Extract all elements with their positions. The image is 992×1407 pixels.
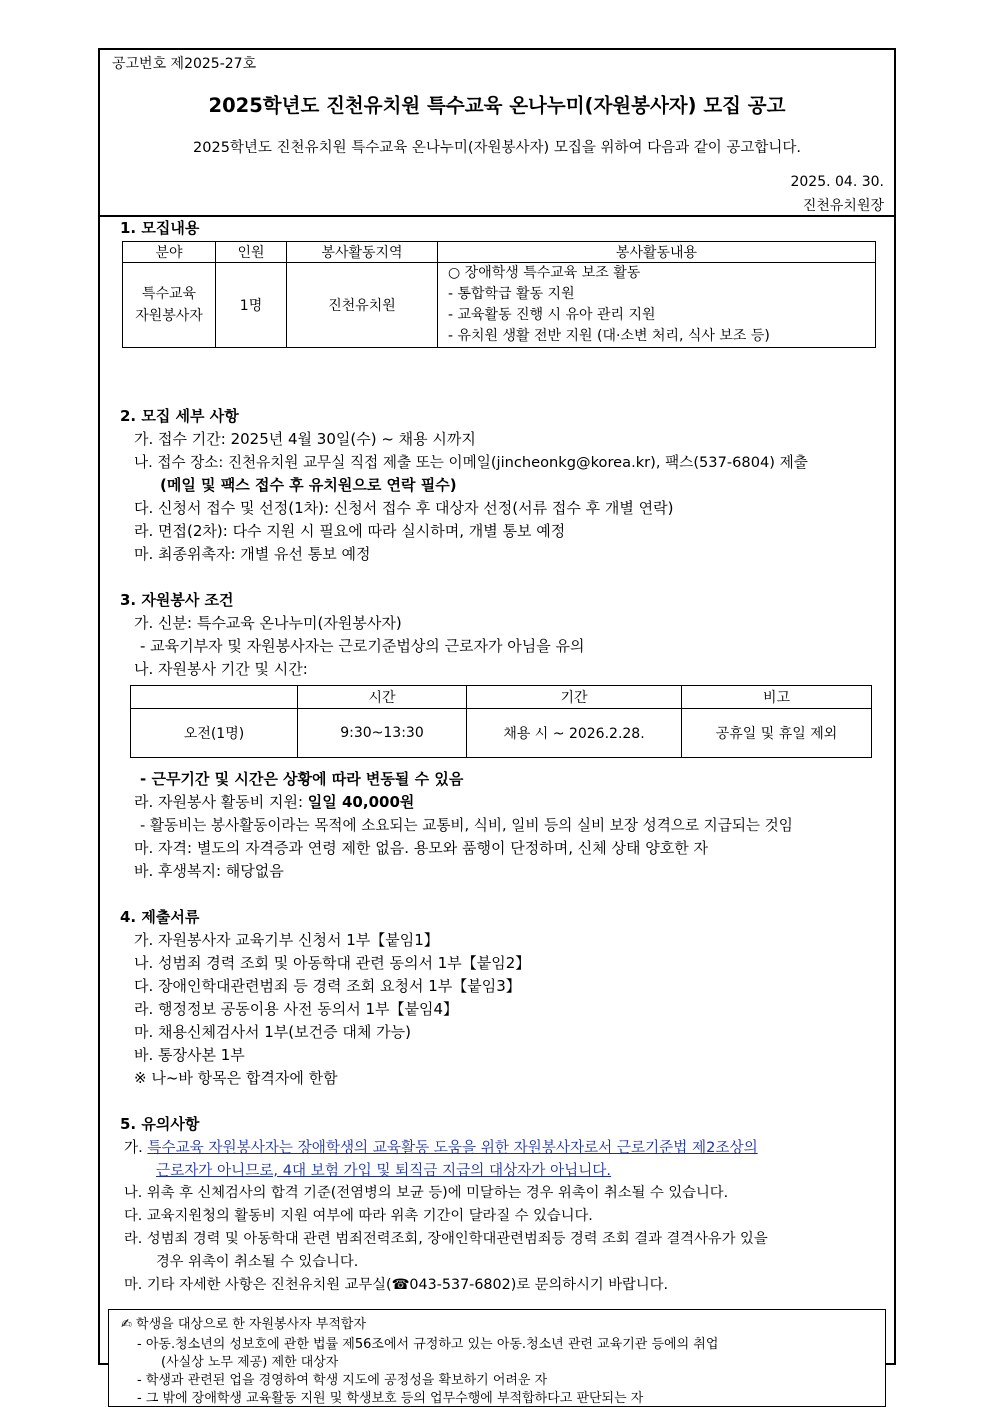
schedule-shift: 오전(1명) bbox=[131, 709, 298, 758]
notice-date: 2025. 04. 30. bbox=[790, 174, 884, 190]
caution-item-cont: 경우 위촉이 취소될 수 있습니다. bbox=[156, 1254, 359, 1270]
doc-item: 가. 자원봉사자 교육기부 신청서 1부【붙임1】 bbox=[134, 931, 439, 949]
notice-number: 공고번호 제2025-27호 bbox=[112, 56, 257, 72]
schedule-note: 공휴일 및 휴일 제외 bbox=[682, 709, 872, 758]
pay-label: 라. 자원봉사 활동비 지원: bbox=[134, 793, 308, 811]
activity-item: ○ 장애학생 특수교육 보조 활동 bbox=[448, 265, 641, 281]
ineligible-item-cont: (사실상 노무 제공) 제한 대상자 bbox=[161, 1355, 339, 1370]
schedule-table bbox=[130, 685, 872, 758]
doc-item: 마. 채용신체검사서 1부(보건증 대체 가능) bbox=[134, 1023, 411, 1041]
caution-item: 라. 성범죄 경력 및 아동학대 관련 범죄전력조회, 장애인학대관련범죄등 경력 조회 결과 결격사유가 있을 bbox=[124, 1231, 768, 1247]
pay-line bbox=[134, 791, 414, 812]
period-label: 나. 자원봉사 기간 및 시간: bbox=[134, 660, 308, 678]
recruit-interview: 라. 면접(2차): 다수 지원 시 필요에 따라 실시하며, 개별 통보 예정 bbox=[134, 522, 566, 540]
doc-item: 바. 통장사본 1부 bbox=[134, 1046, 245, 1064]
col-area: 봉사활동지역 bbox=[287, 242, 438, 263]
caution-ga bbox=[124, 1136, 758, 1157]
caution-item: 마. 기타 자세한 사항은 진천유치원 교무실(☎043-537-6802)로 문의하시기 바랍니다. bbox=[124, 1277, 669, 1293]
notice-frame bbox=[98, 48, 896, 1406]
pay-note: - 활동비는 봉사활동이라는 목적에 소요되는 교통비, 식비, 일비 등의 실비 보장 성격으로 지급되는 것임 bbox=[140, 817, 793, 834]
recruit-final: 마. 최종위촉자: 개별 유선 통보 예정 bbox=[134, 545, 371, 563]
volunteer-status-note: - 교육기부자 및 자원봉사자는 근로기준법상의 근로자가 아님을 유의 bbox=[140, 637, 585, 655]
caution-ga-cont bbox=[156, 1159, 611, 1180]
qualification: 마. 자격: 별도의 자격증과 연령 제한 없음. 용모와 품행이 단정하며, 신체 상태 양호한 자 bbox=[134, 839, 709, 857]
cell-activities bbox=[438, 263, 876, 348]
issuer: 진천유치원장 bbox=[802, 198, 884, 214]
section4-heading: 4. 제출서류 bbox=[120, 908, 200, 926]
page-title: 2025학년도 진천유치원 특수교육 온나누미(자원봉사자) 모집 공고 bbox=[208, 94, 786, 117]
schedule-col-time: 시간 bbox=[298, 686, 467, 709]
doc-item: 다. 장애인학대관련범죄 등 경력 조회 요청서 1부【붙임3】 bbox=[134, 977, 521, 995]
col-field: 분야 bbox=[123, 242, 216, 263]
cell-area: 진천유치원 bbox=[287, 263, 438, 348]
doc-item: 라. 행정정보 공동이용 사전 동의서 1부【붙임4】 bbox=[134, 1000, 459, 1018]
caution-item: 다. 교육지원청의 활동비 지원 여부에 따라 위촉 기간이 달라질 수 있습니다. bbox=[124, 1208, 593, 1224]
volunteer-status: 가. 신분: 특수교육 온나누미(자원봉사자) bbox=[134, 614, 402, 632]
doc-note: ※ 나~바 항목은 합격자에 한함 bbox=[134, 1069, 338, 1087]
recruit-table bbox=[122, 241, 876, 348]
field-line2: 자원봉사자 bbox=[135, 308, 203, 324]
caution-ga-prefix: 가. bbox=[124, 1139, 148, 1156]
ineligible-box bbox=[108, 1309, 886, 1407]
schedule-time: 9:30~13:30 bbox=[298, 709, 467, 758]
cell-count: 1명 bbox=[216, 263, 287, 348]
recruit-selection: 다. 신청서 접수 및 선정(1차): 신청서 접수 후 대상자 선정(서류 접수 후 개별 연락) bbox=[134, 499, 674, 517]
intro-text: 2025학년도 진천유치원 특수교육 온나누미(자원봉사자) 모집을 위하여 다음과 같이 공고합니다. bbox=[193, 140, 801, 156]
section5-heading: 5. 유의사항 bbox=[120, 1115, 200, 1133]
doc-item: 나. 성범죄 경력 조회 및 아동학대 관련 동의서 1부【붙임2】 bbox=[134, 954, 531, 972]
header-divider bbox=[100, 215, 894, 217]
cell-field bbox=[123, 263, 216, 348]
section3-heading: 3. 자원봉사 조건 bbox=[120, 591, 234, 609]
col-activity: 봉사활동내용 bbox=[438, 242, 876, 263]
recruit-period: 가. 접수 기간: 2025년 4월 30일(수) ~ 채용 시까지 bbox=[134, 430, 476, 448]
activity-item: - 유치원 생활 전반 지원 (대·소변 처리, 식사 보조 등) bbox=[448, 328, 770, 344]
section2-heading: 2. 모집 세부 사항 bbox=[120, 407, 239, 425]
section1-heading: 1. 모집내용 bbox=[120, 219, 200, 237]
schedule-col-note: 비고 bbox=[682, 686, 872, 709]
schedule-period: 채용 시 ~ 2026.2.28. bbox=[467, 709, 682, 758]
welfare: 바. 후생복지: 해당없음 bbox=[134, 862, 284, 880]
activity-item: - 교육활동 진행 시 유아 관리 지원 bbox=[448, 307, 656, 323]
schedule-col-period: 기간 bbox=[467, 686, 682, 709]
schedule-col-blank bbox=[131, 686, 298, 709]
recruit-place-note: (메일 및 팩스 접수 후 유치원으로 연락 필수) bbox=[160, 476, 457, 494]
caution-ga-line2: 근로자가 아니므로, 4대 보험 가입 및 퇴직금 지급의 대상자가 아닙니다. bbox=[156, 1162, 612, 1179]
ineligible-item: - 아동.청소년의 성보호에 관한 법률 제56조에서 규정하고 있는 아동.청소년 관련 교육기관 등에의 취업 bbox=[137, 1337, 719, 1352]
activity-item: - 통합학급 활동 지원 bbox=[448, 286, 575, 302]
change-note: - 근무기간 및 시간은 상황에 따라 변동될 수 있음 bbox=[140, 770, 464, 788]
ineligible-title: ✍ 학생을 대상으로 한 자원봉사자 부적합자 bbox=[121, 1317, 367, 1332]
caution-ga-line1: 특수교육 자원봉사자는 장애학생의 교육활동 도움을 위한 자원봉사자로서 근로기준법 제2조상의 bbox=[147, 1139, 758, 1156]
ineligible-item: - 그 밖에 장애학생 교육활동 지원 및 학생보호 등의 업무수행에 부적합하다고 판단되는 자 bbox=[137, 1391, 644, 1406]
recruit-place: 나. 접수 장소: 진천유치원 교무실 직접 제출 또는 이메일(jincheonkg@korea.kr), 팩스(537-6804) 제출 bbox=[134, 454, 808, 471]
pay-value: 일일 40,000원 bbox=[307, 793, 415, 811]
caution-item: 나. 위촉 후 신체검사의 합격 기준(전염병의 보균 등)에 미달하는 경우 위촉이 취소될 수 있습니다. bbox=[124, 1185, 729, 1201]
col-count: 인원 bbox=[216, 242, 287, 263]
ineligible-item: - 학생과 관련된 업을 경영하여 학생 지도에 공정성을 확보하기 어려운 자 bbox=[137, 1373, 548, 1388]
field-line1: 특수교육 bbox=[141, 286, 197, 302]
